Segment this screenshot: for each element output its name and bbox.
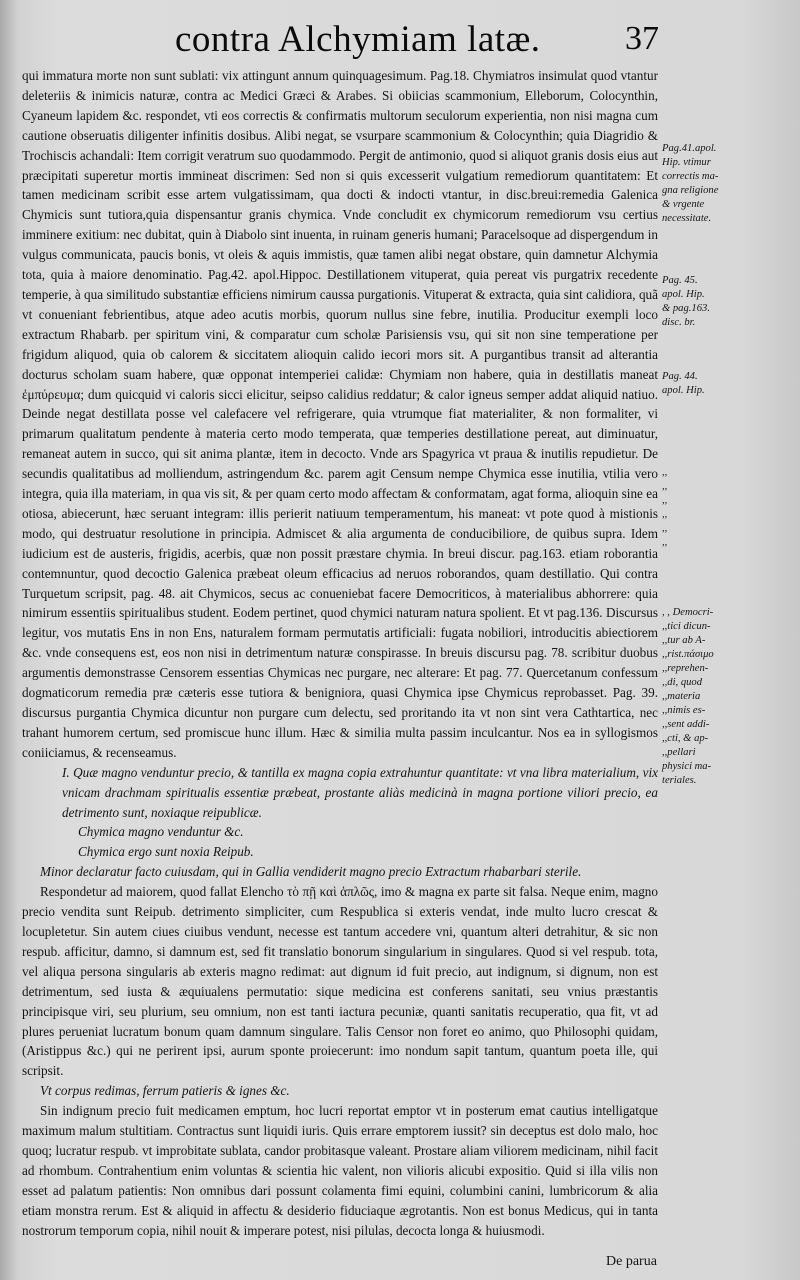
margin-note: Pag. 45. apol. Hip. & pag.163. disc. br.: [662, 275, 710, 328]
paragraph-response: Respondetur ad maiorem, quod fallat Elencho τὸ πῇ καὶ ἁπλῶς, imo & magna ex parte sit falsa. Neque enim, magno precio vendita sunt Reipub. detrimento simpliciter, cum Respublica si exteris vendat, inde multo lucro crescat & locupletetur. Sin autem ciues ciuibus vendunt, necesse est tantum accedere vni, quantum alteri detrahitur, & sic non respub. afficitur, damno, si damnum est, sed fit translatio bonorum singularium in singulares. Quod si vel respub. tota, vel aliqua persona singularis ab exteris magno redimat: aut dignum id fuit precio, aut indignum, si dignum, non est detrimentum, sed iusta & æquiualens permutatio: sique medicina est conferens sanitati, seu vnius præstantis principisque viri, seu plurium, seu omnium, non est tanti iactura pecuniæ, quanti sanitatis recuperatio, qua fit, vt ad plures perueniat lucratum bonum quam damnum singulare. Talis Censor non foret eo animo, quo Philosophi quidam, (Aristippus &c.) qui ne perirent ipsi, aurum sponte proiecerunt: imo nondum sapit tantum, quantum poeta ille, qui scripsit.: [22, 884, 658, 1079]
running-title: contra Alchymiam latæ.: [175, 19, 541, 60]
syllogism-minor: Chymica magno venduntur &c.: [78, 824, 244, 840]
catchword: De parua: [606, 1254, 657, 1269]
syllogism-conclusion: Chymica ergo sunt noxia Reipub.: [78, 844, 254, 860]
margin-note: Pag.41.apol. Hip. vtimur correctis ma- gna religione & vrgente necessitate.: [662, 143, 719, 224]
minor-declaration: Minor declaratur facto cuiusdam, qui in Gallia vendiderit magno precio Extractum rhabarbari sterile.: [40, 864, 582, 880]
page-number: 37: [625, 20, 659, 57]
main-text-column: [22, 66, 658, 1240]
syllogism-major: I. Quæ magno venduntur precio, & tantilla ex magna copia extrahuntur quantitate: vt vna libra materialium, vix vnicam drachmam spiritualis essentiæ præbeat, prostante aliàs medicinà in magna portione viliori precio, ea detrimento sunt, noxiaque reipublicæ.: [62, 764, 658, 820]
margin-note: , , Democri- ,,tici dicun- ,,tur ab A- ,,rist.πάσιμο ,,reprehen- ,,di, quod ,,materia ,,nimis es- ,,sent addi- ,,cti, & ap- ,,pellari physici ma- teriales.: [662, 607, 714, 786]
margin-note: Pag. 44. apol. Hip.: [662, 371, 705, 396]
paragraph-opening: qui immatura morte non sunt sublati: vix attingunt annum quinquagesimum. Pag.18. Chymiatros insimulat quod vtantur deleteriis & inimicis naturæ, contra ac Medici Græci & Arabes. Si obiicias scammonium, Elleborum, Colocynthin, Cyaneum lapidem &c. respondet, vti eos correctis & confirmatis multorum seculorum experientia, non nisi magna cum cautione obseruatis diligenter infinitis dosibus. Alibi negat, se vsurpare scammonium & Colocynthin; quia Diagridio & Trochiscis achandali: Item corrigit veratrum suo quodammodo. Pergit de antimonio, quod si aliquot granis dosis eius aut præcipitati superetur mortis immineat discrimen: Sed non si quis excesserit vulgatium remediorum quantitatem: Et tamen medicinam scribit esse artem vulgatissimam, qua docti & indocti vtantur, in disc.breui:remedia Galenica Chymicis sunt tutiora,quia dispensantur granis chymica. Vnde concludit ex chymicorum remediorum vsu certius imminere exitium: nec dubitat, quin à Diabolo sint inuenta, in ruinam generis humani; Paracelsoque ad dispergendum in vulgus communicata, paucis bonis, vt oleis & aquis immistis, quæ tamen alibi negat obstare, quin damnetur Alchymia tota, quia à maiore denominatio. Pag.42. apol.Hippoc. Destillationem vituperat, quia pereat vis purgatrix recedente temperie, à qua similitudo substantiæ efficiens nimirum caussa purgationis. Vituperat & extracta, quia sint calidiora, quã vt conueniant febrientibus, atque adeo acutis morbis, quorum nullus sine febre, inutilia. Producitur exempli loco extractum Rhabarb. per spiritum vini, & comparatur cum scholæ Parisiensis vsu, qui sit non sine temperatione per frigidum aliquod, quia ob calorem & siccitatem alioquin calido iecori mors sit. A purgantibus transit ad alterantia docturus scholam suam habere, quæ opponat intemperiei calidæ: Chymiam non habere, quia in destillatis maneat ἐμπύρευμα; dum quicquid vi caloris sicci elicitur, seipso calidius reddatur; & calor igneus semper addat aliquid natiuo. Deinde negat destillata posse vel calefacere vel refrigerare, quia vtrumque fiat materialiter, & non formaliter, vi primarum qualitatum pendente à materia certo modo temperata, quæ temperies destillatione pereat, aut diminuatur, remaneat autem in succo, qui sit anima plantæ, item in decocto. Vnde ars Spagyrica vt praua & inutilis repudietur. De secundis qualitatibus ad molliendum, astringendum &c. parem agit Censum nempe Chymica esse inutilia, vtilia vero integra, quia illa materiam, in qua vis sit, & per quam certo modo affectam & conformatam, agat forma, alioquin sine ea otiosa, abiecerunt, hæc seruant integram: illis perierit natiuum temperamentum, his maneat: vt pote quod à mistionis modo, qui destruatur resolutione in principia. Admiscet & alia argumenta de conducibiliore, de quibus supra. Idem iudicium est de austeris, frigidis, acerbis, quæ non possit præstare chymia. In breui discur. pag.163. etiam roborantia contemnuntur, quod decoctio Galenica præbeat oleum efficacius ad neruos roborandos, quam destillatio. Qui contra Turquetum scripsit, pag. 48. ait Chymicos, secus ac conueniebat facere Democriticos, à materialibus abhorrere: quia nimirum essentiis spiritualibus student. Eodem pertinet, quod chymici naturam natura spolient. Et vt pag.136. Discursus legitur, vos mutatis Ens in non Ens, naturalem formam permutatis artificiali: fugata nobiliori, introducitis abiectiorem &c. vnde consequens est, eos non nisi in detrimentum naturæ conspirasse. In breuis discursu pag. 78. scribitur duobus argumentis demonstrasse Censorem essentias Chymicas nec purgare, nec alterare: Et pag. 77. Quercetanum confessum dogmaticorum remedia præ cæteris esse tutiora & benigniora, quasi Chymica ipse Chymicus reprobasset. Pag. 39. discursus purgantia Chymica dicuntur non purgare cum delectu, sed proritando ita vt non sint vera Cathtartica, nec trahant humorem certum, sed promiscue hunc illum. Hæc & similia multa passim inculcantur. Nos ea in syllogismos coniiciamus, & recenseamus.: [22, 68, 658, 760]
margin-quote-marks: ,, ,, ,, ,, ,, ,,: [662, 467, 668, 548]
verse-quotation: Vt corpus redimas, ferrum patieris & ignes &c.: [40, 1083, 290, 1099]
page-header: [0, 12, 800, 64]
paragraph-closing: Sin indignum precio fuit medicamen emptum, hoc lucri reportat emptor vt in posterum emat cautius intelligatque maximum malum stultitiam. Contractus sunt liquidi iuris. Quis errare emptorem iussit? sin deceptus est dolo malo, hoc quoq; lucratur respub. vt improbitate sublata, candor probitasque valeant. Prostare aliam viliorem medicinam, nihil facit ad rhombum. Contrahentium enim voluntas & scientia hic valent, non vilioris alicubi expositio. Quid si illa vilis non esset ad palatum patientis: Non omnibus dari possunt colamenta fimi equini, columbini canini, lumbricorum & alia etiam monstra rerum. Est & aliquid in affectu & desiderio fiduciaque ægrotantis. Non est bonus Medicus, qui in tanta nostrorum temporum copia, nihil nouit & imperare potest, nisi pilulas, decocta longa & huiusmodi.: [22, 1103, 658, 1238]
